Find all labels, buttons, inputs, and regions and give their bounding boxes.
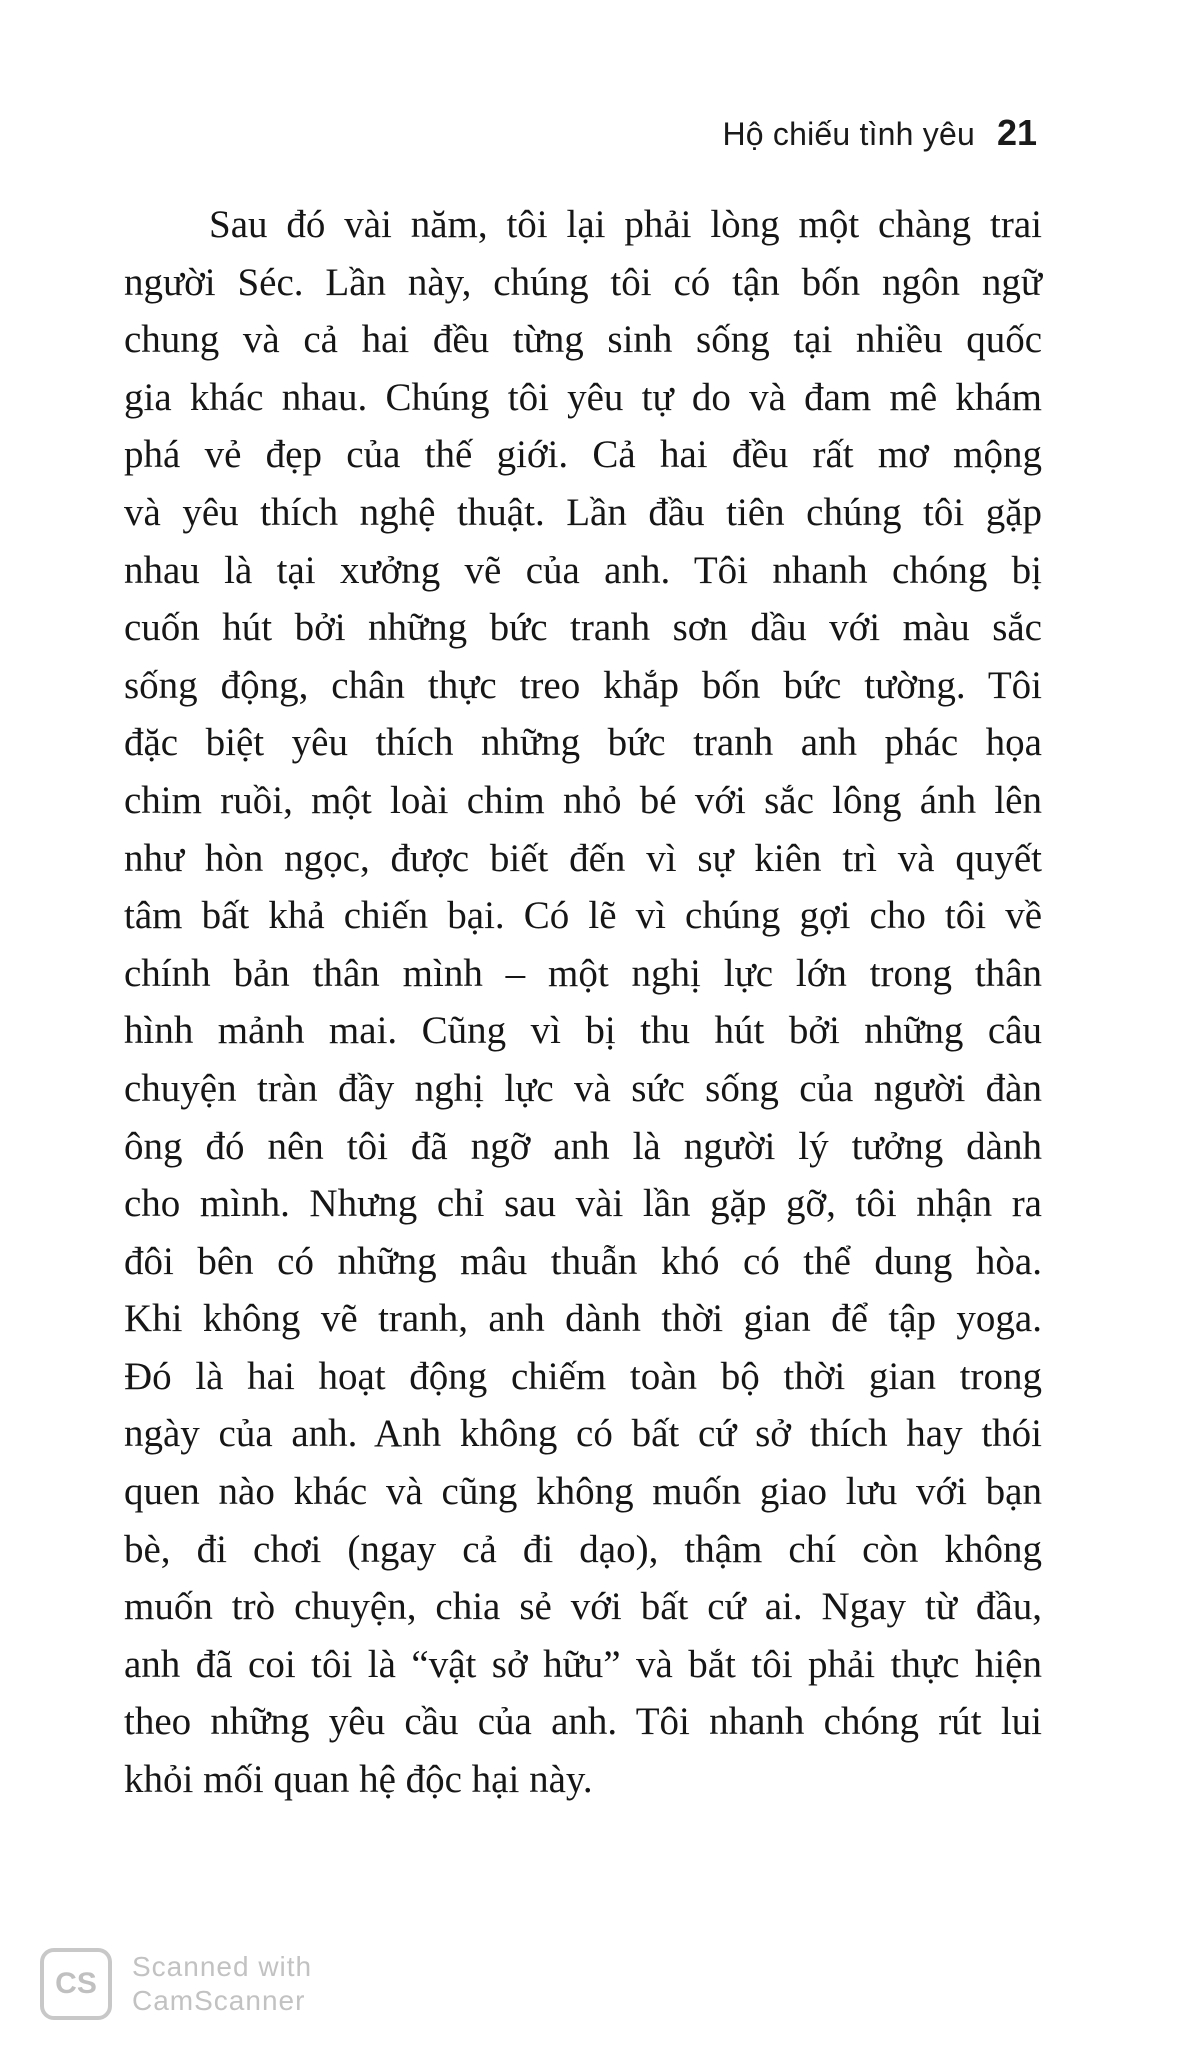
text-line: anh đã coi tôi là “vật sở hữu” và bắt tôi phải thực hiện xyxy=(124,1642,1042,1686)
chapter-title: Hộ chiếu tình yêu xyxy=(722,116,975,152)
watermark-line-1: Scanned with xyxy=(132,1951,313,1982)
scanner-watermark xyxy=(40,1948,312,2020)
body-paragraph xyxy=(124,196,1042,1809)
page-number: 21 xyxy=(996,112,1037,153)
text-line: như hòn ngọc, được biết đến vì sự kiên trì và quyết xyxy=(124,836,1042,880)
text-line: phá vẻ đẹp của thế giới. Cả hai đều rất mơ mộng xyxy=(124,433,1042,477)
text-line: bè, đi chơi (ngay cả đi dạo), thậm chí còn không xyxy=(124,1527,1042,1571)
text-line: quen nào khác và cũng không muốn giao lưu với bạn xyxy=(124,1470,1042,1514)
text-line: cho mình. Nhưng chỉ sau vài lần gặp gỡ, tôi nhận ra xyxy=(124,1182,1042,1226)
text-line: cuốn hút bởi những bức tranh sơn dầu với màu sắc xyxy=(124,606,1042,650)
text-line: đôi bên có những mâu thuẫn khó có thể dung hòa. xyxy=(124,1239,1042,1283)
text-line: đặc biệt yêu thích những bức tranh anh phác họa xyxy=(124,721,1042,765)
text-line: Đó là hai hoạt động chiếm toàn bộ thời gian trong xyxy=(124,1354,1042,1398)
text-line: Sau đó vài năm, tôi lại phải lòng một chàng trai xyxy=(209,203,1042,246)
text-line: theo những yêu cầu của anh. Tôi nhanh chóng rút lui xyxy=(124,1700,1042,1744)
camscanner-logo-icon: CS xyxy=(40,1948,112,2020)
text-line: nhau là tại xưởng vẽ của anh. Tôi nhanh chóng bị xyxy=(124,548,1042,592)
text-line: chim ruồi, một loài chim nhỏ bé với sắc lông ánh lên xyxy=(124,778,1042,822)
text-line: khỏi mối quan hệ độc hại này. xyxy=(124,1758,593,1802)
text-line: tâm bất khả chiến bại. Có lẽ vì chúng gợi cho tôi về xyxy=(124,894,1042,938)
text-line: gia khác nhau. Chúng tôi yêu tự do và đam mê khám xyxy=(124,375,1042,419)
text-line: chung và cả hai đều từng sinh sống tại nhiều quốc xyxy=(124,318,1042,362)
text-line: chính bản thân mình – một nghị lực lớn trong thân xyxy=(124,951,1042,995)
text-line: hình mảnh mai. Cũng vì bị thu hút bởi những câu xyxy=(124,1009,1042,1053)
running-header xyxy=(723,112,1038,154)
text-line: Khi không vẽ tranh, anh dành thời gian để tập yoga. xyxy=(124,1297,1042,1341)
text-line: người Séc. Lần này, chúng tôi có tận bốn ngôn ngữ xyxy=(124,260,1042,304)
text-line: và yêu thích nghệ thuật. Lần đầu tiên chúng tôi gặp xyxy=(124,490,1042,534)
text-line: ông đó nên tôi đã ngỡ anh là người lý tưởng dành xyxy=(124,1124,1042,1168)
watermark-line-2: CamScanner xyxy=(132,1985,306,2016)
text-line: chuyện tràn đầy nghị lực và sức sống của người đàn xyxy=(124,1066,1042,1110)
text-line: muốn trò chuyện, chia sẻ với bất cứ ai. Ngay từ đầu, xyxy=(124,1585,1042,1629)
text-line: sống động, chân thực treo khắp bốn bức tường. Tôi xyxy=(124,663,1042,707)
watermark-caption xyxy=(132,1950,312,2018)
text-line: ngày của anh. Anh không có bất cứ sở thích hay thói xyxy=(124,1412,1042,1456)
